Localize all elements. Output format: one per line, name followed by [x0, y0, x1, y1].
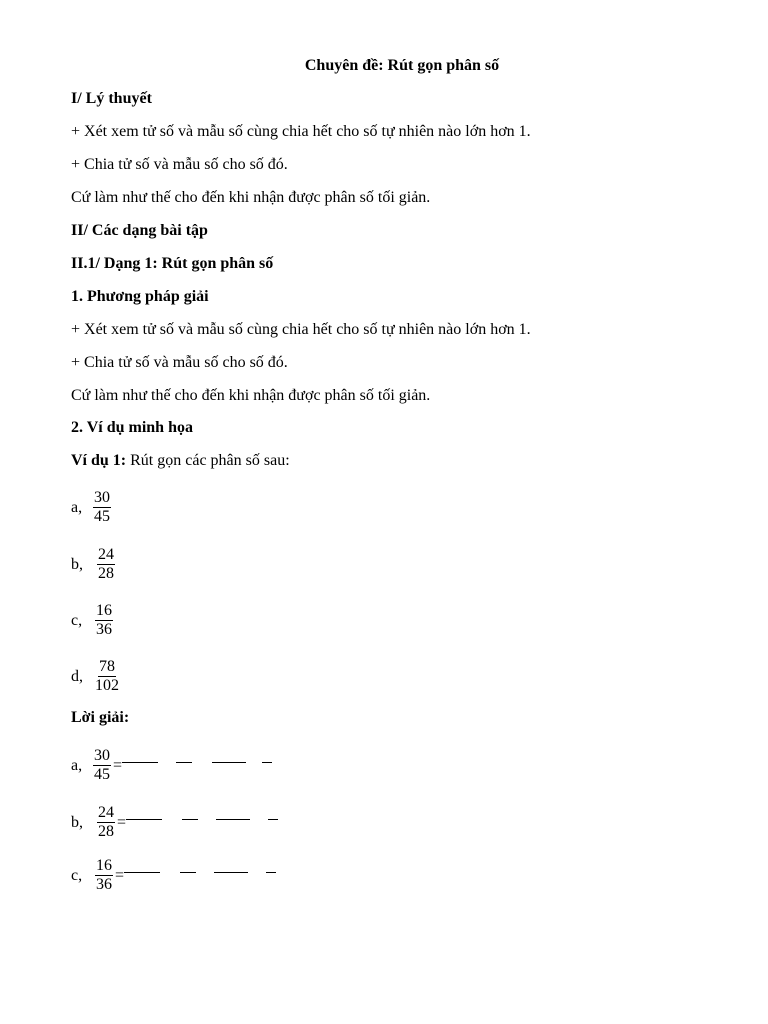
- equals-sign: =: [117, 813, 127, 831]
- exercise-label: c,: [71, 611, 83, 629]
- answer-blank: [214, 871, 248, 873]
- fraction: [97, 804, 115, 841]
- solution-label: b,: [71, 813, 83, 831]
- answer-blank: [266, 871, 276, 873]
- example-label: Ví dụ 1:: [71, 452, 127, 469]
- fraction: [97, 546, 115, 583]
- answer-blank: [124, 871, 160, 873]
- equals-sign: =: [115, 866, 125, 884]
- example-text: Rút gọn các phân số sau:: [126, 452, 290, 469]
- answer-blank: [268, 818, 278, 820]
- solution-b: [71, 804, 278, 841]
- answer-blank: [180, 871, 196, 873]
- fraction: [95, 658, 119, 695]
- fraction-denominator: 28: [98, 565, 114, 582]
- fraction-numerator: 16: [96, 857, 112, 874]
- method-line-2: + Chia tử số và mẫu số cho số đó.: [71, 354, 288, 371]
- solution-c: [71, 857, 276, 894]
- method-heading: 1. Phương pháp giải: [71, 288, 209, 305]
- solution-heading: Lời giải:: [71, 709, 130, 726]
- section-heading-exercises: II/ Các dạng bài tập: [71, 222, 208, 239]
- fraction-numerator: 24: [98, 804, 114, 821]
- fraction-denominator: 28: [98, 823, 114, 840]
- fraction: [95, 602, 113, 639]
- theory-line-2: + Chia tử số và mẫu số cho số đó.: [71, 156, 288, 173]
- fraction-numerator: 30: [94, 747, 110, 764]
- exercise-a: [71, 489, 111, 526]
- fraction: [95, 857, 113, 894]
- fraction-numerator: 24: [98, 546, 114, 563]
- exercise-label: a,: [71, 498, 83, 516]
- example-heading: 2. Ví dụ minh họa: [71, 419, 193, 436]
- fraction-denominator: 36: [96, 621, 112, 638]
- exercise-b: [71, 546, 115, 583]
- example-intro: [71, 451, 290, 471]
- answer-blank: [212, 761, 246, 763]
- answer-blank: [126, 818, 162, 820]
- exercise-label: b,: [71, 555, 83, 573]
- answer-blank: [176, 761, 192, 763]
- solution-label: a,: [71, 756, 83, 774]
- fraction-denominator: 45: [94, 508, 110, 525]
- answer-blank: [182, 818, 198, 820]
- subsection-heading-type1: II.1/ Dạng 1: Rút gọn phân số: [71, 255, 274, 272]
- document-title: Chuyên đề: Rút gọn phân số: [304, 57, 500, 74]
- fraction-denominator: 36: [96, 876, 112, 893]
- theory-line-3: Cứ làm như thế cho đến khi nhận được phân số tối giản.: [71, 189, 431, 206]
- theory-line-1: + Xét xem tử số và mẫu số cùng chia hết cho số tự nhiên nào lớn hơn 1.: [71, 123, 531, 140]
- answer-blank: [262, 761, 272, 763]
- equals-sign: =: [113, 756, 123, 774]
- fraction: [93, 747, 111, 784]
- method-line-1: + Xét xem tử số và mẫu số cùng chia hết cho số tự nhiên nào lớn hơn 1.: [71, 321, 531, 338]
- answer-blank: [122, 761, 158, 763]
- fraction-denominator: 102: [95, 677, 119, 694]
- fraction: [93, 489, 111, 526]
- solution-label: c,: [71, 866, 83, 884]
- exercise-d: [71, 658, 119, 695]
- method-line-3: Cứ làm như thế cho đến khi nhận được phân số tối giản.: [71, 387, 431, 404]
- fraction-numerator: 78: [99, 658, 115, 675]
- fraction-numerator: 16: [96, 602, 112, 619]
- fraction-denominator: 45: [94, 766, 110, 783]
- section-heading-theory: I/ Lý thuyết: [71, 90, 152, 107]
- exercise-label: d,: [71, 667, 83, 685]
- exercise-c: [71, 602, 113, 639]
- fraction-numerator: 30: [94, 489, 110, 506]
- answer-blank: [216, 818, 250, 820]
- solution-a: [71, 747, 272, 784]
